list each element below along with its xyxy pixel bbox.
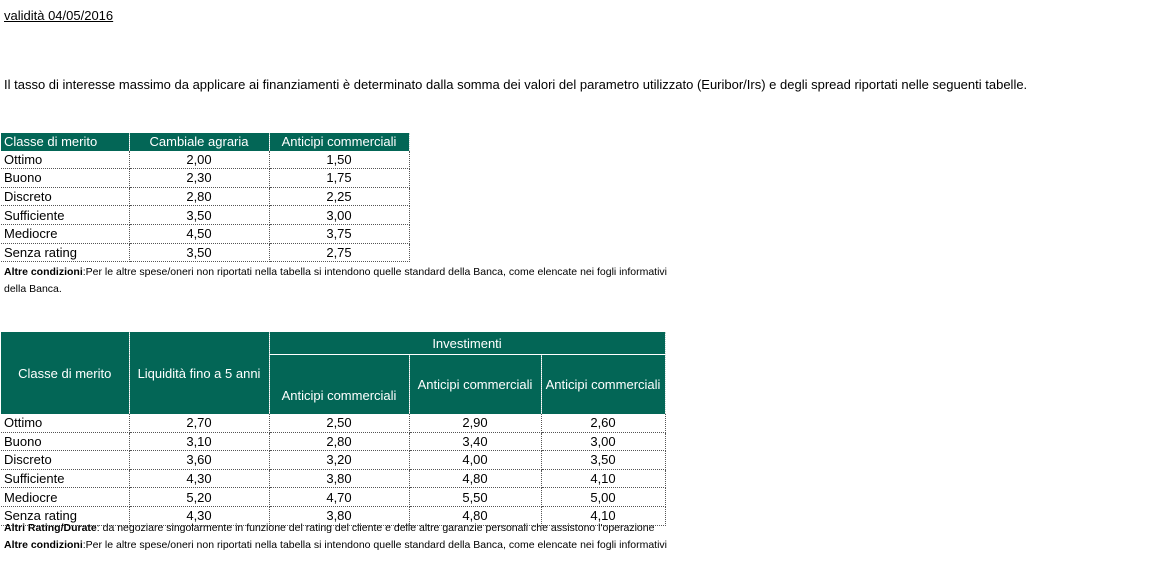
row-value: 4,00 (409, 451, 541, 470)
row-value: 4,30 (129, 506, 269, 525)
row-value: 2,75 (269, 243, 409, 262)
row-value: 2,70 (129, 414, 269, 432)
row-value: 1,50 (269, 151, 409, 169)
table-row (1, 151, 409, 169)
row-class-label: Ottimo (1, 414, 129, 432)
row-class-label: Sufficiente (1, 469, 129, 488)
row-value: 3,10 (129, 432, 269, 451)
row-class-label: Buono (1, 169, 129, 188)
row-value: 3,50 (541, 451, 665, 470)
note-text: :Per le altre spese/oneri non riportati nella tabella si intendono quelle standard della Banca, come elencate nei fogli informativi (82, 539, 668, 551)
row-value: 3,60 (129, 451, 269, 470)
note-text-line2: della Banca. (4, 283, 62, 295)
row-value: 5,00 (541, 488, 665, 507)
row-class-label: Mediocre (1, 488, 129, 507)
row-value: 2,80 (129, 187, 269, 206)
table-row (1, 469, 665, 488)
row-value: 2,90 (409, 414, 541, 432)
row-value: 3,50 (129, 206, 269, 225)
row-class-label: Senza rating (1, 506, 129, 525)
table-row (1, 224, 409, 243)
subheader-anticipi-commerciali-2: Anticipi commerciali (409, 355, 541, 415)
row-value: 3,75 (269, 224, 409, 243)
table-row (1, 451, 665, 470)
header-classe-di-merito: Classe di merito (1, 332, 129, 414)
header-cambiale-agraria: Cambiale agraria (129, 133, 269, 151)
header-liquidita: Liquidità fino a 5 anni (129, 332, 269, 414)
table-row (1, 432, 665, 451)
row-value: 4,80 (409, 469, 541, 488)
row-value: 2,30 (129, 169, 269, 188)
intro-text: Il tasso di interesse massimo da applicare ai finanziamenti è determinato dalla somma dei valori del parametro utilizzato (Euribor/Irs) e degli spread riportati nelle seguenti tabelle. (4, 77, 1028, 92)
row-value: 4,50 (129, 224, 269, 243)
validity-date: validità 04/05/2016 (4, 8, 114, 23)
note-text: :Per le altre spese/oneri non riportati nella tabella si intendono quelle standard della Banca, come elencate nei fogli informativi (82, 266, 668, 278)
table-row (1, 169, 409, 188)
header-classe-di-merito: Classe di merito (1, 133, 129, 151)
row-value: 3,00 (541, 432, 665, 451)
table-row (1, 187, 409, 206)
row-value: 5,50 (409, 488, 541, 507)
row-value: 2,80 (269, 432, 409, 451)
spread-table-2 (1, 332, 666, 526)
table-row (1, 206, 409, 225)
row-value: 4,30 (129, 469, 269, 488)
row-value: 2,00 (129, 151, 269, 169)
table-header-row (1, 332, 665, 355)
row-value: 2,50 (269, 414, 409, 432)
note-label: Altri Rating/Durate (4, 522, 97, 534)
row-value: 4,80 (409, 506, 541, 525)
row-value: 4,10 (541, 469, 665, 488)
row-value: 3,00 (269, 206, 409, 225)
row-value: 3,80 (269, 469, 409, 488)
header-anticipi-commerciali: Anticipi commerciali (269, 133, 409, 151)
header-investimenti: Investimenti (269, 332, 665, 355)
row-value: 2,25 (269, 187, 409, 206)
row-value: 3,80 (269, 506, 409, 525)
row-class-label: Mediocre (1, 224, 129, 243)
row-value: 1,75 (269, 169, 409, 188)
row-value: 3,40 (409, 432, 541, 451)
row-class-label: Discreto (1, 187, 129, 206)
subheader-anticipi-commerciali-1: Anticipi commerciali (269, 355, 409, 415)
other-conditions-note-1 (4, 264, 667, 298)
row-value: 5,20 (129, 488, 269, 507)
other-conditions-note-2 (4, 520, 667, 554)
row-class-label: Sufficiente (1, 206, 129, 225)
row-value: 4,70 (269, 488, 409, 507)
subheader-anticipi-commerciali-3: Anticipi commerciali (541, 355, 665, 415)
row-class-label: Ottimo (1, 151, 129, 169)
spread-table-1 (1, 133, 410, 262)
note-label: Altre condizioni (4, 266, 83, 278)
table-row (1, 488, 665, 507)
table-row (1, 243, 409, 262)
row-class-label: Senza rating (1, 243, 129, 262)
row-value: 4,10 (541, 506, 665, 525)
row-value: 3,50 (129, 243, 269, 262)
row-class-label: Discreto (1, 451, 129, 470)
table-header-row (1, 133, 409, 151)
table-row (1, 414, 665, 432)
row-class-label: Buono (1, 432, 129, 451)
row-value: 2,60 (541, 414, 665, 432)
row-value: 3,20 (269, 451, 409, 470)
note-label: Altre condizioni (4, 539, 83, 551)
note-text: : da negoziare singolarmente in funzione del rating del cliente e delle altre garanzie personali che assistono l'operazione (96, 522, 655, 534)
